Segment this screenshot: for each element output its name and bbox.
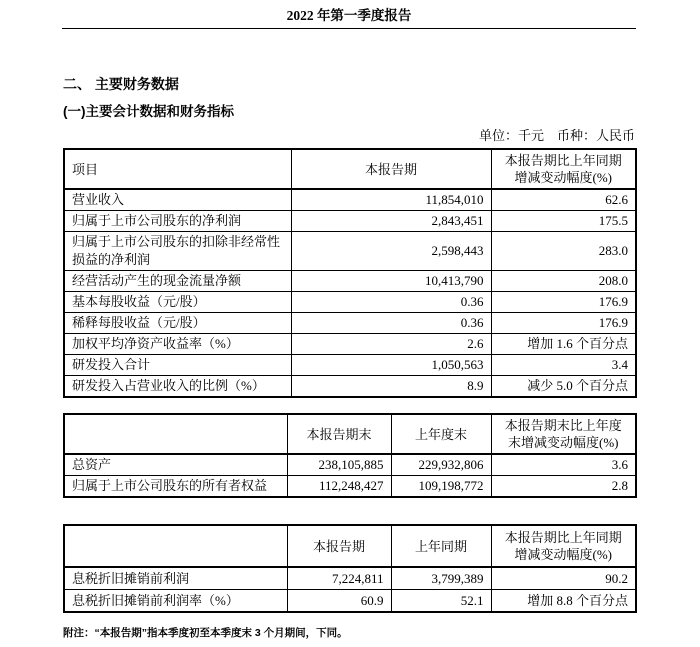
row-label: 归属于上市公司股东的净利润	[64, 211, 291, 232]
table-row-rd-to-revenue-ratio	[64, 376, 636, 398]
row-label: 归属于上市公司股东的扣除非经常性损益的净利润	[64, 232, 291, 271]
table-header-row	[64, 525, 636, 567]
col-header-current-period: 本报告期	[287, 525, 391, 567]
current-period-value: 11,854,010	[291, 189, 491, 211]
row-label: 研发投入占营业收入的比例（%）	[64, 376, 291, 398]
row-label: 稀释每股收益（元/股）	[64, 313, 291, 334]
row-label: 息税折旧摊销前利润	[64, 567, 287, 590]
period-end-value: 112,248,427	[287, 476, 391, 498]
table-header-row	[64, 149, 636, 189]
col-header-item	[64, 414, 287, 454]
prior-year-value: 52.1	[391, 590, 491, 613]
col-header-prior-year-same-period: 上年同期	[391, 525, 491, 567]
current-period-value: 10,413,790	[291, 271, 491, 292]
yoy-change-value: 176.9	[491, 292, 636, 313]
yoy-change-value: 175.5	[491, 211, 636, 232]
prior-year-value: 3,799,389	[391, 567, 491, 590]
current-period-value: 0.36	[291, 292, 491, 313]
table-row-net-profit-excl-nonrecurring	[64, 232, 636, 271]
col-header-item	[64, 525, 287, 567]
table-row-diluted-eps	[64, 313, 636, 334]
key-financials-table	[63, 148, 637, 398]
change-value: 2.8	[491, 476, 636, 498]
table-row-shareholders-equity	[64, 476, 636, 498]
table-row-ebitda	[64, 567, 636, 590]
col-header-change-vs-prior-year-end	[491, 414, 636, 454]
table-row-revenue	[64, 189, 636, 211]
current-period-value: 7,224,811	[287, 567, 391, 590]
yoy-change-value: 62.6	[491, 189, 636, 211]
ebitda-table	[63, 524, 637, 613]
table-row-total-assets	[64, 454, 636, 476]
prior-year-end-value: 229,932,806	[391, 454, 491, 476]
yoy-change-value: 208.0	[491, 271, 636, 292]
table-row-basic-eps	[64, 292, 636, 313]
subsection-heading: (一)主要会计数据和财务指标	[63, 104, 234, 119]
col-header-period-end: 本报告期末	[287, 414, 391, 454]
table-row-weighted-avg-roe	[64, 334, 636, 355]
row-label: 经营活动产生的现金流量净额	[64, 271, 291, 292]
table-row-rd-investment-total	[64, 355, 636, 376]
table-row-operating-cash-flow	[64, 271, 636, 292]
balance-sheet-table	[63, 413, 637, 498]
col-header-yoy-change	[491, 149, 636, 189]
current-period-value: 2.6	[291, 334, 491, 355]
prior-year-end-value: 109,198,772	[391, 476, 491, 498]
col-header-yoy-change-text: 本报告期比上年同期增减变动幅度(%)	[504, 530, 622, 562]
col-header-change-text: 本报告期末比上年度末增减变动幅度(%)	[504, 418, 622, 450]
row-label: 基本每股收益（元/股）	[64, 292, 291, 313]
change-value: 3.6	[491, 454, 636, 476]
row-label: 加权平均净资产收益率（%）	[64, 334, 291, 355]
page-title: 2022 年第一季度报告	[286, 8, 412, 23]
yoy-change-value: 176.9	[491, 313, 636, 334]
yoy-change-value: 增加 1.6 个百分点	[491, 334, 636, 355]
row-label: 息税折旧摊销前利润率（%）	[64, 590, 287, 613]
row-label: 研发投入合计	[64, 355, 291, 376]
current-period-value: 0.36	[291, 313, 491, 334]
row-label: 总资产	[64, 454, 287, 476]
col-header-yoy-change-text: 本报告期比上年同期增减变动幅度(%)	[504, 153, 622, 185]
col-header-yoy-change	[491, 525, 636, 567]
section-heading: 二、 主要财务数据	[63, 76, 179, 92]
table-row-ebitda-margin	[64, 590, 636, 613]
current-period-value: 2,598,443	[291, 232, 491, 271]
current-period-value: 2,843,451	[291, 211, 491, 232]
yoy-change-value: 减少 5.0 个百分点	[491, 376, 636, 398]
footnote: 附注：“本报告期”指本季度初至本季度末 3 个月期间，下同。	[63, 627, 348, 639]
table-row-net-profit	[64, 211, 636, 232]
yoy-change-value: 3.4	[491, 355, 636, 376]
col-header-current-period: 本报告期	[291, 149, 491, 189]
row-label: 营业收入	[64, 189, 291, 211]
header-divider	[62, 28, 636, 29]
current-period-value: 8.9	[291, 376, 491, 398]
row-label: 归属于上市公司股东的所有者权益	[64, 476, 287, 498]
yoy-change-value: 增加 8.8 个百分点	[491, 590, 636, 613]
table-header-row	[64, 414, 636, 454]
yoy-change-value: 283.0	[491, 232, 636, 271]
yoy-change-value: 90.2	[491, 567, 636, 590]
col-header-prior-year-end: 上年度末	[391, 414, 491, 454]
col-header-item: 项目	[64, 149, 291, 189]
period-end-value: 238,105,885	[287, 454, 391, 476]
unit-currency-note: 单位：千元 币种：人民币	[478, 128, 635, 143]
current-period-value: 60.9	[287, 590, 391, 613]
current-period-value: 1,050,563	[291, 355, 491, 376]
